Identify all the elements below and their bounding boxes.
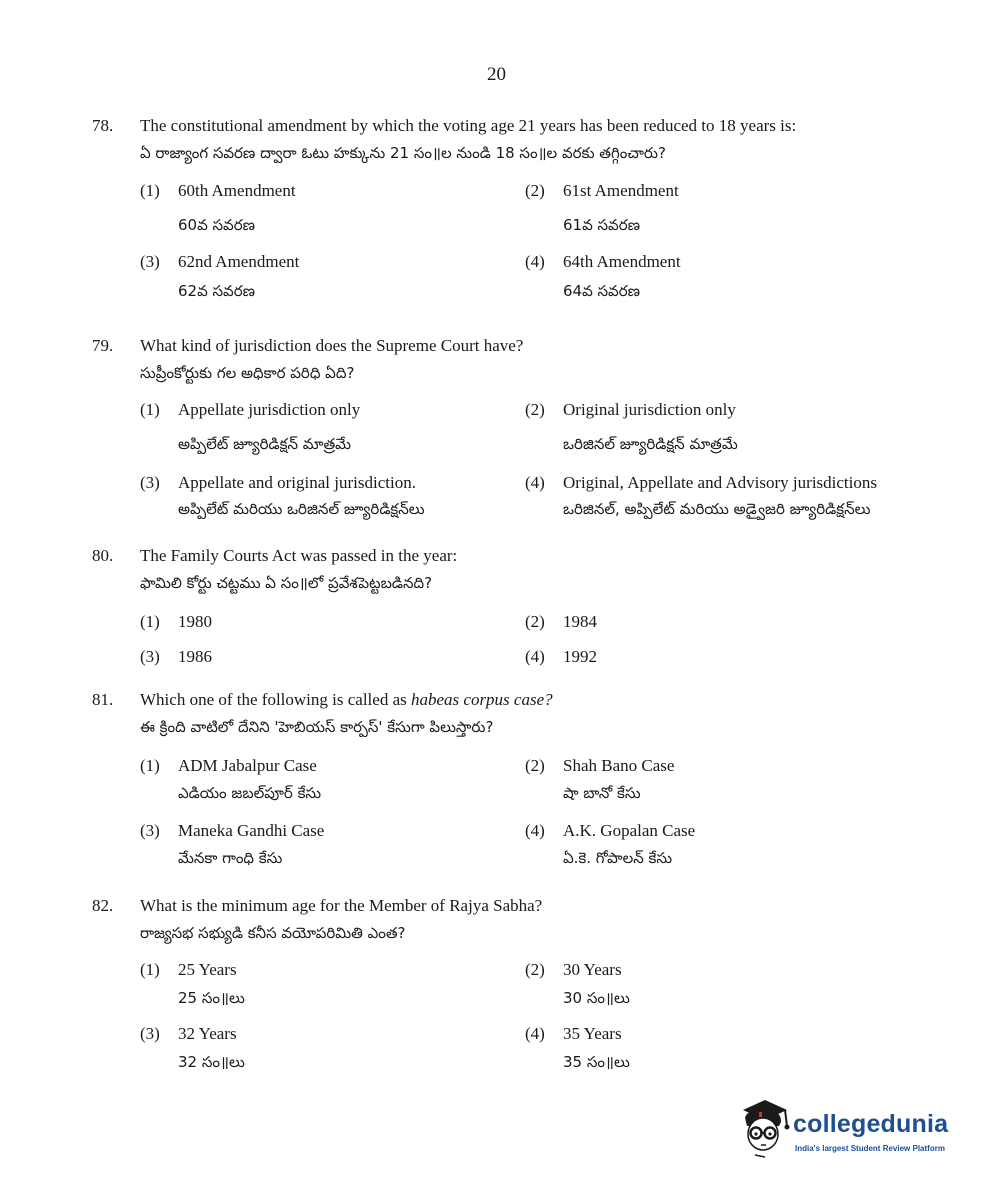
option-text: 1992 xyxy=(563,647,597,666)
question-text: The constitutional amendment by which the voting age 21 years has been reduced to 18 years is: xyxy=(140,116,797,135)
option-number: (3) xyxy=(140,1024,160,1043)
option-text: ADM Jabalpur Case xyxy=(178,756,317,775)
option-text: 35 Years xyxy=(563,1024,622,1043)
option-2 xyxy=(525,612,597,632)
option-number: (2) xyxy=(525,400,545,419)
option-2 xyxy=(525,960,622,980)
option-3 xyxy=(140,473,416,493)
question-text-telugu: ఈ క్రింది వాటిలో దేనిని 'హెబియస్ కార్పస్' కేసుగా పిలుస్తారు? xyxy=(140,718,494,736)
option-2 xyxy=(525,756,674,776)
option-1-telugu: 60వ సవరణ xyxy=(178,216,256,234)
question-text xyxy=(140,690,553,710)
question-number: 82. xyxy=(92,896,114,915)
option-4 xyxy=(525,252,681,272)
option-text: Appellate and original jurisdiction. xyxy=(178,473,416,492)
option-4 xyxy=(525,1024,622,1044)
option-number: (1) xyxy=(140,756,160,775)
question-number: 81. xyxy=(92,690,114,709)
option-1 xyxy=(140,181,296,201)
option-number: (3) xyxy=(140,252,160,271)
collegedunia-logo[interactable] xyxy=(735,1096,965,1166)
question-text-telugu: సుప్రీంకోర్టుకు గల అధికార పరిధి ఏది? xyxy=(140,364,355,382)
option-text: 1986 xyxy=(178,647,212,666)
option-text: Original, Appellate and Advisory jurisdictions xyxy=(563,473,877,492)
option-4-telugu: 64వ సవరణ xyxy=(563,282,641,300)
option-4 xyxy=(525,821,695,841)
option-number: (1) xyxy=(140,181,160,200)
option-text: Shah Bano Case xyxy=(563,756,675,775)
option-number: (1) xyxy=(140,612,160,631)
option-3 xyxy=(140,821,324,841)
option-number: (2) xyxy=(525,181,545,200)
question-number: 80. xyxy=(92,546,114,565)
logo-name: collegedunia xyxy=(793,1110,949,1138)
option-1 xyxy=(140,400,360,420)
graduate-mascot-icon xyxy=(735,1096,793,1158)
option-3 xyxy=(140,1024,237,1044)
option-3-telugu: అప్పిలేట్ మరియు ఒరిజినల్ జ్యూరిడిక్షన్‌లు xyxy=(178,500,425,518)
option-2-telugu: ఒరిజినల్ జ్యూరిడిక్షన్ మాత్రమే xyxy=(563,435,738,453)
option-number: (3) xyxy=(140,647,160,666)
option-number: (1) xyxy=(140,960,160,979)
option-text: 32 Years xyxy=(178,1024,237,1043)
question-text-italic: habeas corpus case? xyxy=(410,690,553,709)
option-text: 62nd Amendment xyxy=(178,252,300,271)
option-text: 61st Amendment xyxy=(563,181,679,200)
option-1-telugu: అప్పిలేట్ జ్యూరిడిక్షన్ మాత్రమే xyxy=(178,435,352,453)
option-4 xyxy=(525,647,597,667)
option-4 xyxy=(525,473,877,493)
option-number: (4) xyxy=(525,252,545,271)
option-number: (2) xyxy=(525,756,545,775)
option-text: 30 Years xyxy=(563,960,622,979)
option-text: 64th Amendment xyxy=(563,252,681,271)
option-3-telugu: 32 సం॥లు xyxy=(178,1053,245,1071)
option-text: 60th Amendment xyxy=(178,181,296,200)
option-2-telugu: 30 సం॥లు xyxy=(563,989,630,1007)
option-1 xyxy=(140,612,212,632)
option-1-telugu: ఎడియం జబల్‌పూర్ కేసు xyxy=(178,784,322,802)
option-4-telugu: ఏ.కె. గోపాలన్ కేసు xyxy=(563,849,673,867)
option-number: (2) xyxy=(525,960,545,979)
option-2 xyxy=(525,181,679,201)
option-3-telugu: 62వ సవరణ xyxy=(178,282,256,300)
option-text: A.K. Gopalan Case xyxy=(563,821,696,840)
option-3 xyxy=(140,647,212,667)
option-number: (3) xyxy=(140,821,160,840)
option-number: (4) xyxy=(525,821,545,840)
option-2-telugu: 61వ సవరణ xyxy=(563,216,641,234)
option-number: (4) xyxy=(525,1024,545,1043)
question-text-main: Which one of the following is called as xyxy=(140,690,411,709)
question-number: 79. xyxy=(92,336,114,355)
page-number: 20 xyxy=(487,64,506,85)
option-text: Maneka Gandhi Case xyxy=(178,821,325,840)
question-text-telugu: ఫామిలి కోర్టు చట్టము ఏ సం॥లో ప్రవేశపెట్టబడినది? xyxy=(140,574,433,592)
option-number: (4) xyxy=(525,647,545,666)
option-3 xyxy=(140,252,299,272)
option-1-telugu: 25 సం॥లు xyxy=(178,989,245,1007)
question-text: The Family Courts Act was passed in the year: xyxy=(140,546,458,565)
option-1 xyxy=(140,756,317,776)
option-text: 25 Years xyxy=(178,960,237,979)
option-2-telugu: షా బానో కేసు xyxy=(563,784,641,802)
option-text: Original jurisdiction only xyxy=(563,400,736,419)
option-number: (1) xyxy=(140,400,160,419)
option-2 xyxy=(525,400,736,420)
option-text: Appellate jurisdiction only xyxy=(178,400,361,419)
question-number: 78. xyxy=(92,116,114,135)
option-3-telugu: మేనకా గాంధి కేసు xyxy=(178,849,283,867)
option-number: (4) xyxy=(525,473,545,492)
option-text: 1984 xyxy=(563,612,597,631)
question-text: What kind of jurisdiction does the Supreme Court have? xyxy=(140,336,524,355)
option-4-telugu: ఒరిజినల్, అప్పిలేట్ మరియు అడ్వైజరి జ్యూరిడిక్షన్‌లు xyxy=(563,500,871,518)
option-number: (3) xyxy=(140,473,160,492)
option-4-telugu: 35 సం॥లు xyxy=(563,1053,630,1071)
logo-tagline: India's largest Student Review Platform xyxy=(795,1144,945,1153)
option-1 xyxy=(140,960,237,980)
question-text: What is the minimum age for the Member of Rajya Sabha? xyxy=(140,896,543,915)
option-text: 1980 xyxy=(178,612,212,631)
question-text-telugu: ఏ రాజ్యాంగ సవరణ ద్వారా ఓటు హక్కును 21 సం॥ల నుండి 18 సం॥ల వరకు తగ్గించారు? xyxy=(140,144,666,162)
option-number: (2) xyxy=(525,612,545,631)
question-text-telugu: రాజ్యసభ సభ్యుడి కనీస వయోపరిమితి ఎంత? xyxy=(140,924,406,942)
